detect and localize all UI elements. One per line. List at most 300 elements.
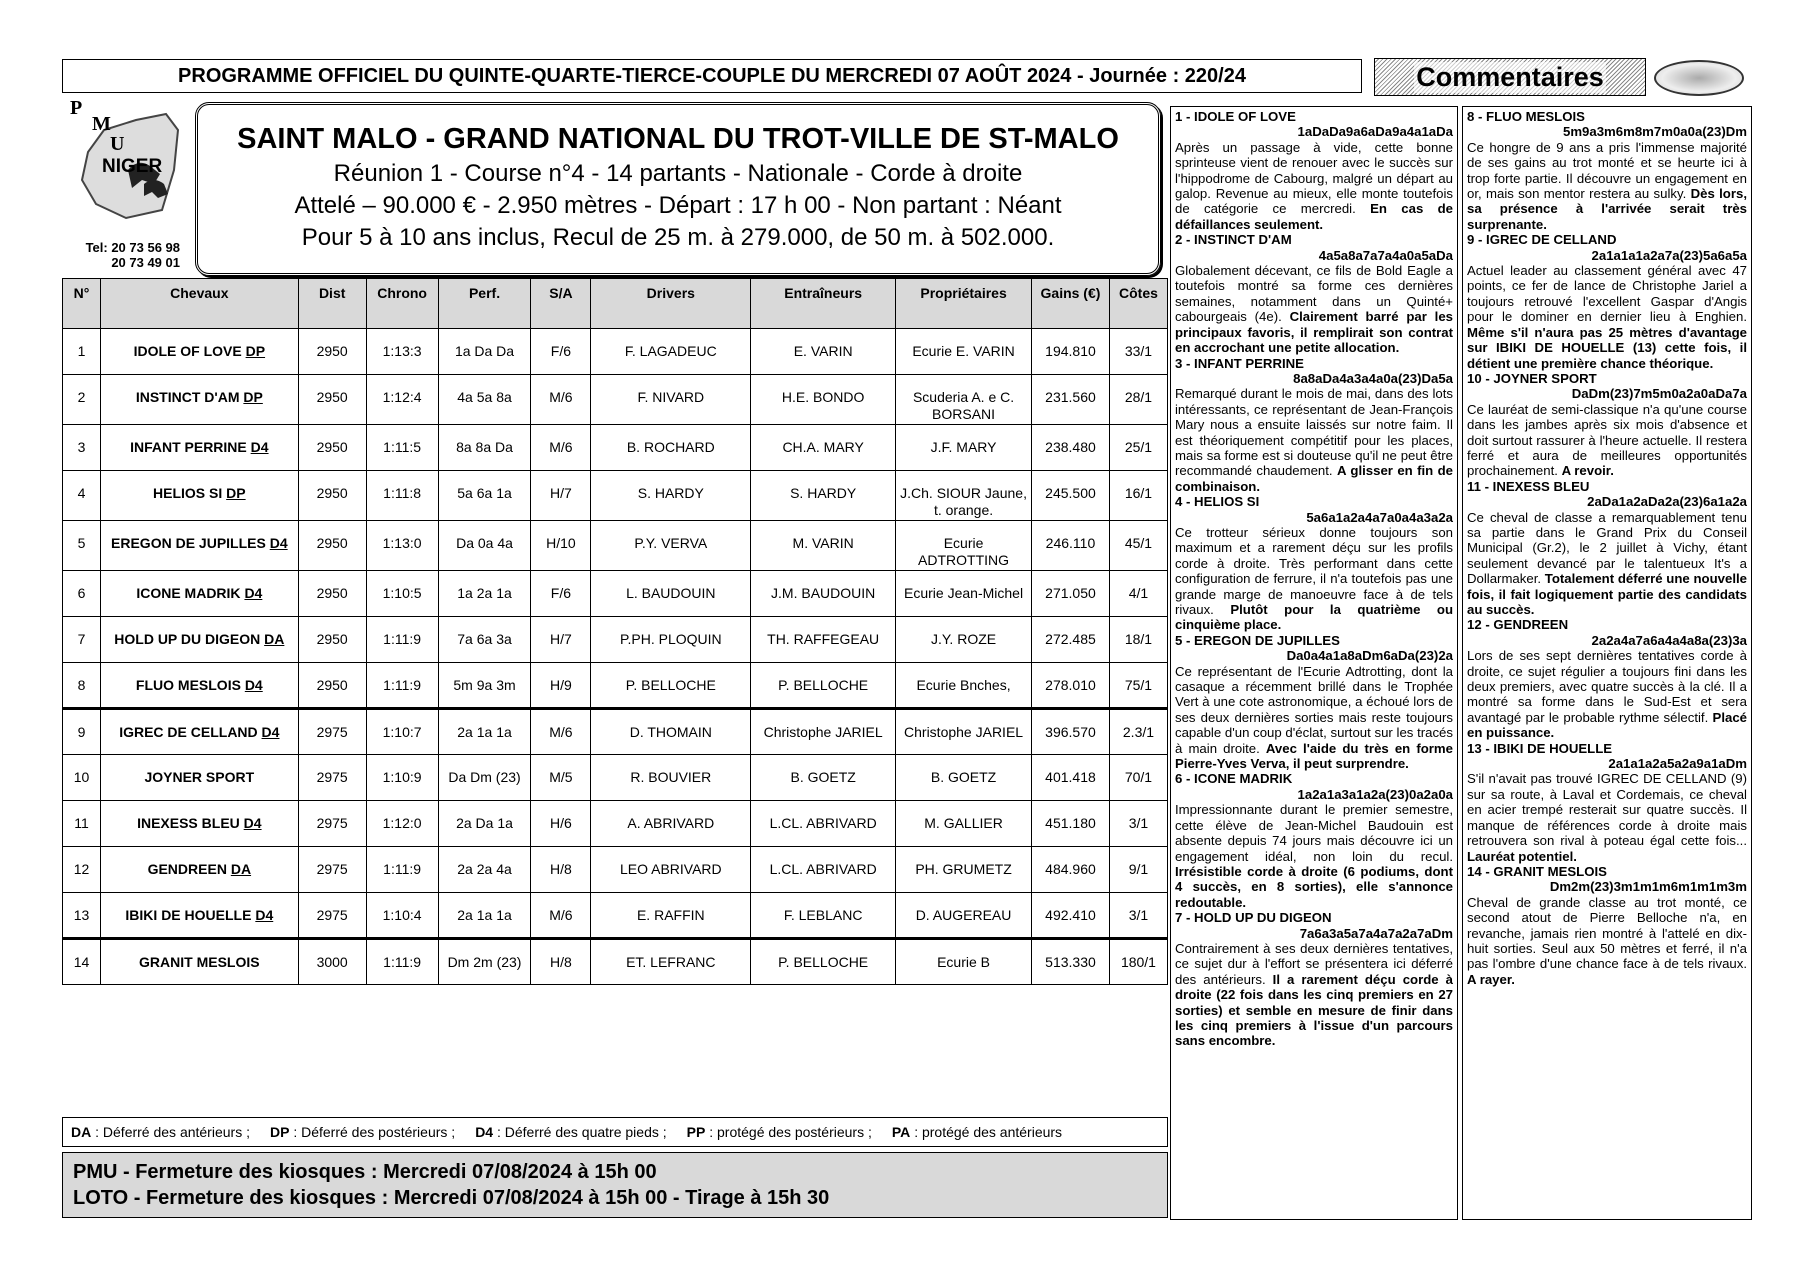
owner-cell: Ecurie ADTROTTING (896, 521, 1032, 571)
comment-verdict: Plutôt pour la quatrième ou cinquième place. (1175, 602, 1453, 633)
owner-cell: Ecurie E. VARIN (896, 329, 1032, 375)
table-row (63, 755, 1168, 801)
comment-text: Impressionnante durant le premier semestre, cette élève de Jean-Michel Baudouin est absente depuis 74 jours mais découvre ici un engagement idéal, non loin du recul. (1175, 802, 1453, 864)
sa-cell: H/8 (531, 939, 591, 985)
svg-text:P: P (70, 100, 83, 119)
horse-name-cell (100, 425, 298, 471)
table-row (63, 663, 1168, 709)
comment-paragraph (1467, 648, 1747, 740)
table-row (63, 847, 1168, 893)
owner-cell: J.Y. ROZE (896, 617, 1032, 663)
trainer-cell: B. GOETZ (751, 755, 896, 801)
owner-cell: M. GALLIER (896, 801, 1032, 847)
phone-numbers (66, 240, 180, 270)
comment-musique: 2a1a1a1a2a7a(23)5a6a5a (1591, 247, 1747, 263)
chrono-cell: 1:11:9 (366, 663, 438, 709)
comment-musique: DaDm(23)7m5m0a2a0aDa7a (1571, 386, 1747, 402)
cote-cell: 70/1 (1109, 755, 1167, 801)
trainer-cell: H.E. BONDO (751, 375, 896, 425)
comment-verdict: Totalement déferré une nouvelle fois, il fait logiquement partie des candidats au succès. (1467, 571, 1747, 617)
comment-text: Ce trotteur sérieux donne toujours son maximum et a rarement déçu sur les profils corde à droite. Très performant dans cette configuration de ferrure, il n'a toutefois pas une grande marge de manoeuvre face à de tels rivaux. (1175, 524, 1453, 617)
cote-cell: 3/1 (1109, 801, 1167, 847)
owner-cell: Christophe JARIEL (896, 709, 1032, 755)
column-header: Chrono (366, 279, 438, 329)
comments-column-2 (1462, 106, 1752, 1220)
shoeing-code: D4 (261, 724, 280, 740)
n-cell: 5 (63, 521, 101, 571)
n-cell: 8 (63, 663, 101, 709)
table-row (63, 571, 1168, 617)
perf-cell: 2a 2a 4a (438, 847, 531, 893)
cote-cell: 3/1 (1109, 893, 1167, 939)
comment-horse-title: 3 - INFANT PERRINE (1175, 355, 1304, 371)
driver-cell: P.Y. VERVA (591, 521, 751, 571)
n-cell: 2 (63, 375, 101, 425)
sa-cell: M/6 (531, 893, 591, 939)
dist-cell: 3000 (298, 939, 366, 985)
dist-cell: 2975 (298, 893, 366, 939)
horse-name-cell (100, 663, 298, 709)
comment-paragraph (1175, 802, 1453, 910)
shoeing-code: DP (226, 485, 246, 501)
trainer-cell: J.M. BAUDOUIN (751, 571, 896, 617)
comment-text: Après un passage à vide, cette bonne sprinteuse vient de renouer avec le succès sur l'hippodrome de Cabourg, malgré un départ au galop. Revenue au mieux, elle monte toutefois de catégorie ce mercredi. (1175, 139, 1453, 217)
perf-cell: 2a Da 1a (438, 801, 531, 847)
driver-cell: P.PH. PLOQUIN (591, 617, 751, 663)
perf-cell: 1a 2a 1a (438, 571, 531, 617)
n-cell: 11 (63, 801, 101, 847)
comment-verdict: Il a rarement déçu corde à droite (22 fois dans les cinq premiers en 27 sorties) et semble en mesure de finir dans les cinq premiers à l'issue d'un parcours sans encombre. (1175, 971, 1453, 1049)
gains-cell: 238.480 (1032, 425, 1110, 471)
comment-horse-title: 5 - EREGON DE JUPILLES (1175, 632, 1340, 648)
trainer-cell: F. LEBLANC (751, 893, 896, 939)
legend-item (475, 1124, 666, 1140)
horse-name-cell (100, 939, 298, 985)
cote-cell: 2.3/1 (1109, 709, 1167, 755)
horse-name: IGREC DE CELLAND (119, 724, 258, 740)
sa-cell: M/5 (531, 755, 591, 801)
sa-cell: M/6 (531, 709, 591, 755)
owner-cell: Scuderia A. e C. BORSANI (896, 375, 1032, 425)
comment-block (1467, 371, 1747, 479)
comment-block (1175, 771, 1453, 910)
comment-block (1467, 741, 1747, 864)
owner-cell: PH. GRUMETZ (896, 847, 1032, 893)
column-header: Gains (€) (1032, 279, 1110, 329)
trainer-cell: M. VARIN (751, 521, 896, 571)
dist-cell: 2950 (298, 375, 366, 425)
owner-cell: J.Ch. SIOUR Jaune, t. orange. (896, 471, 1032, 521)
cote-cell: 18/1 (1109, 617, 1167, 663)
perf-cell: 2a 1a 1a (438, 893, 531, 939)
driver-cell: P. BELLOCHE (591, 663, 751, 709)
horse-name: INFANT PERRINE (130, 439, 247, 455)
driver-cell: ET. LEFRANC (591, 939, 751, 985)
comment-musique: 7a6a3a5a7a4a7a2a7aDm (1299, 925, 1453, 941)
trainer-cell: Christophe JARIEL (751, 709, 896, 755)
chrono-cell: 1:10:4 (366, 893, 438, 939)
comment-block (1467, 109, 1747, 232)
horse-name: EREGON DE JUPILLES (111, 535, 266, 551)
comment-horse-title: 7 - HOLD UP DU DIGEON (1175, 910, 1332, 926)
cote-cell: 16/1 (1109, 471, 1167, 521)
gains-cell: 246.110 (1032, 521, 1110, 571)
comment-paragraph (1175, 941, 1453, 1049)
phone-2: 20 73 49 01 (111, 255, 180, 270)
chrono-cell: 1:12:0 (366, 801, 438, 847)
horse-name: FLUO MESLOIS (135, 677, 241, 693)
comment-verdict: A rayer. (1467, 971, 1515, 987)
comment-verdict: Lauréat potentiel. (1467, 848, 1577, 864)
comment-horse-title: 10 - JOYNER SPORT (1467, 370, 1597, 386)
horse-name: HOLD UP DU DIGEON (114, 631, 261, 647)
chrono-cell: 1:11:8 (366, 471, 438, 521)
comment-musique: 5a6a1a2a4a7a0a4a3a2a (1306, 509, 1453, 525)
legend-item (687, 1124, 872, 1140)
n-cell: 10 (63, 755, 101, 801)
driver-cell: A. ABRIVARD (591, 801, 751, 847)
horse-name: INEXESS BLEU (137, 815, 240, 831)
legend-item (270, 1124, 455, 1140)
comment-verdict: Même s'il n'aura pas 25 mètres d'avantage sur IBIKI DE HOUELLE (13) cette fois, il détient une première chance théorique. (1467, 324, 1747, 371)
comment-musique: 2aDa1a2aDa2a(23)6a1a2a (1587, 494, 1747, 510)
gains-cell: 231.560 (1032, 375, 1110, 425)
horse-name-cell (100, 471, 298, 521)
horse-name-cell (100, 893, 298, 939)
horse-name: IBIKI DE HOUELLE (125, 907, 252, 923)
chrono-cell: 1:13:0 (366, 521, 438, 571)
table-row (63, 425, 1168, 471)
horse-name-cell (100, 801, 298, 847)
gains-cell: 194.810 (1032, 329, 1110, 375)
table-row (63, 801, 1168, 847)
perf-cell: Da Dm (23) (438, 755, 531, 801)
n-cell: 14 (63, 939, 101, 985)
cote-cell: 33/1 (1109, 329, 1167, 375)
comment-text: Actuel leader au classement général avec 47 points, ce fer de lance de Christophe Jariel a toujours retrouvé l'excellent Gaspar d'Angis pour le dominer en dernier lieu à Enghien. (1467, 263, 1747, 325)
comment-horse-title: 9 - IGREC DE CELLAND (1467, 232, 1617, 248)
driver-cell: LEO ABRIVARD (591, 847, 751, 893)
shoeing-code: D4 (243, 815, 262, 831)
chrono-cell: 1:11:9 (366, 847, 438, 893)
table-header-row (63, 279, 1168, 329)
comment-musique: Da0a4a1a8aDm6aDa(23)2a (1286, 648, 1453, 664)
shoeing-code: D4 (244, 677, 263, 693)
phone-1: Tel: 20 73 56 98 (85, 240, 180, 255)
legend-code: DP (269, 1124, 290, 1140)
closing-info (62, 1152, 1168, 1218)
gains-cell: 396.570 (1032, 709, 1110, 755)
shoeing-code: DA (264, 631, 285, 647)
legend-text: : Déferré des antérieurs ; (95, 1124, 250, 1140)
comment-musique: 8a8aDa4a3a4a0a(23)Da5a (1293, 370, 1453, 386)
perf-cell: 5a 6a 1a (438, 471, 531, 521)
comment-text: Ce hongre de 9 ans a pris l'immense majorité de ses gains au trot monté et se heurte ici à trop forte partie. Il découvre un engagement en or, mais son mentor restera au sulky. (1467, 139, 1747, 202)
shoeing-code: DP (245, 343, 266, 359)
comment-text: Ce lauréat de semi-classique n'a qu'une course dans les jambes après six mois d'absence et doit surtout rassurer à l'heure actuelle. Il restera ferré et aura de meilleures opportunités prochainement. (1467, 401, 1747, 479)
pmu-niger-logo (66, 100, 186, 238)
comment-verdict: A revoir. (1561, 463, 1614, 479)
dist-cell: 2950 (298, 471, 366, 521)
n-cell: 7 (63, 617, 101, 663)
sa-cell: H/7 (531, 617, 591, 663)
legend-text: : protégé des antérieurs (914, 1124, 1063, 1140)
comment-verdict: En cas de défaillances seulement. (1175, 201, 1453, 232)
cote-cell: 75/1 (1109, 663, 1167, 709)
race-line-3: Pour 5 à 10 ans inclus, Recul de 25 m. à 279.000, de 50 m. à 502.000. (301, 224, 1055, 251)
driver-cell: S. HARDY (591, 471, 751, 521)
comment-musique: 2a2a4a7a6a4a4a8a(23)3a (1591, 632, 1747, 648)
comment-paragraph (1175, 263, 1453, 355)
sa-cell: F/6 (531, 571, 591, 617)
sa-cell: H/10 (531, 521, 591, 571)
sa-cell: H/6 (531, 801, 591, 847)
comment-text: Ce cheval de classe a remarquablement tenu sa partie dans le Grand Prix du Conseil Municipal (Gr.2), le 2 juillet à Vichy, étant seulement devancé par le talentueux It's a Dollarmaker. (1467, 509, 1747, 587)
gains-cell: 513.330 (1032, 939, 1110, 985)
comment-musique: 1a2a1a3a1a2a(23)0a2a0a (1297, 786, 1453, 802)
table-row (63, 375, 1168, 425)
gains-cell: 401.418 (1032, 755, 1110, 801)
column-header: Entraîneurs (751, 279, 896, 329)
perf-cell: Dm 2m (23) (438, 939, 531, 985)
perf-cell: 8a 8a Da (438, 425, 531, 471)
trainer-cell: TH. RAFFEGEAU (751, 617, 896, 663)
comment-verdict: Placé en puissance. (1467, 709, 1747, 741)
column-header: Perf. (438, 279, 531, 329)
cote-cell: 4/1 (1109, 571, 1167, 617)
commentaires-title: Commentaires (1416, 61, 1604, 92)
table-row (63, 939, 1168, 985)
comment-text: Lors de ses sept dernières tentatives corde à droite, ce sujet régulier a toujours fini dans les deux premiers, avec quatre succès à la clé. Il a montré sa forme dans le Sud-Est et sera avantagé par le probable rythme sélectif. (1467, 648, 1747, 725)
gains-cell: 484.960 (1032, 847, 1110, 893)
dist-cell: 2950 (298, 663, 366, 709)
sa-cell: H/7 (531, 471, 591, 521)
column-header: Dist (298, 279, 366, 329)
comment-text: Cheval de grande classe au trot monté, ce second atout de Pierre Belloche n'a, en revanche, jamais rien montré à l'attelé en dix-huit sorties. Seul aux 50 mètres et ferré, il n'a pas l'ombre d'une chance face à de tels rivaux. (1467, 894, 1747, 972)
sa-cell: H/9 (531, 663, 591, 709)
comment-block (1175, 494, 1453, 633)
driver-cell: L. BAUDOUIN (591, 571, 751, 617)
dist-cell: 2975 (298, 709, 366, 755)
comment-horse-title: 8 - FLUO MESLOIS (1467, 109, 1585, 124)
cote-cell: 28/1 (1109, 375, 1167, 425)
dist-cell: 2950 (298, 617, 366, 663)
driver-cell: R. BOUVIER (591, 755, 751, 801)
cote-cell: 9/1 (1109, 847, 1167, 893)
column-header: Chevaux (100, 279, 298, 329)
chrono-cell: 1:11:9 (366, 617, 438, 663)
comment-block (1175, 109, 1453, 232)
sa-cell: F/6 (531, 329, 591, 375)
n-cell: 6 (63, 571, 101, 617)
n-cell: 13 (63, 893, 101, 939)
gains-cell: 451.180 (1032, 801, 1110, 847)
comment-text: Globalement décevant, ce fils de Bold Eagle a toutefois montré sa forme ces dernières semaines, notamment dans un Quinté+ cabourgeais (4e). (1175, 263, 1453, 325)
comment-horse-title: 14 - GRANIT MESLOIS (1467, 863, 1607, 879)
n-cell: 9 (63, 709, 101, 755)
dist-cell: 2975 (298, 801, 366, 847)
legend-code: DA (71, 1124, 92, 1140)
legend-text: : Déferré des postérieurs ; (293, 1124, 456, 1140)
comment-paragraph (1175, 525, 1453, 633)
gains-cell: 245.500 (1032, 471, 1110, 521)
chrono-cell: 1:12:4 (366, 375, 438, 425)
horse-name: ICONE MADRIK (136, 585, 241, 601)
comment-text: Remarqué durant le mois de mai, dans des lots intéressants, ce représentant de Jean-François Mary nous a ensuite laissés sur notre faim. Il est théoriquement compétitif pour les places, mais sa forme est si douteuse qu'il ne peut être recommandé chaudement. (1175, 386, 1453, 479)
horse-name-cell (100, 329, 298, 375)
legend-item (892, 1124, 1062, 1140)
comment-verdict: Irrésistible corde à droite (6 podiums, dont 4 succès, en 8 sorties), elle s'annonce redoutable. (1175, 863, 1453, 910)
chrono-cell: 1:11:5 (366, 425, 438, 471)
driver-cell: D. THOMAIN (591, 709, 751, 755)
owner-cell: B. GOETZ (896, 755, 1032, 801)
svg-text:NIGER: NIGER (102, 156, 163, 177)
comment-verdict: Dès lors, sa présence à l'arrivée serait très surprenante. (1467, 186, 1747, 232)
comment-block (1467, 864, 1747, 987)
trainer-cell: P. BELLOCHE (751, 939, 896, 985)
comment-paragraph (1175, 140, 1453, 232)
comment-verdict: Clairement barré par les principaux favoris, il remplirait son contrat en accrochant une petite allocation. (1175, 309, 1453, 356)
comment-horse-title: 13 - IBIKI DE HOUELLE (1467, 740, 1613, 756)
race-line-2: Attelé – 90.000 € - 2.950 mètres - Départ : 17 h 00 - Non partant : Néant (294, 192, 1062, 219)
column-header: Côtes (1109, 279, 1167, 329)
owner-cell: Ecurie Jean-Michel (896, 571, 1032, 617)
gains-cell: 271.050 (1032, 571, 1110, 617)
comment-block (1467, 617, 1747, 740)
horse-name: JOYNER SPORT (144, 769, 255, 785)
comment-musique: 4a5a8a7a7a4a0a5aDa (1318, 247, 1453, 263)
comment-horse-title: 12 - GENDREEN (1467, 617, 1569, 633)
horse-name: HELIOS SI (153, 485, 223, 501)
gains-cell: 278.010 (1032, 663, 1110, 709)
shoeing-code: D4 (250, 439, 269, 455)
chrono-cell: 1:10:9 (366, 755, 438, 801)
trainer-cell: CH.A. MARY (751, 425, 896, 471)
legend-code: D4 (475, 1124, 494, 1140)
dist-cell: 2950 (298, 425, 366, 471)
page-title: PROGRAMME OFFICIEL DU QUINTE-QUARTE-TIERCE-COUPLE DU MERCREDI 07 AOÛT 2024 - Journée : 220/24 (62, 59, 1362, 93)
table-row (63, 893, 1168, 939)
chrono-cell: 1:11:9 (366, 939, 438, 985)
comment-musique: 5m9a3m6m8m7m0a0a(23)Dm (1562, 124, 1747, 140)
perf-cell: 1a Da Da (438, 329, 531, 375)
driver-cell: B. ROCHARD (591, 425, 751, 471)
comment-paragraph (1175, 386, 1453, 494)
comment-paragraph (1467, 263, 1747, 371)
table-row (63, 709, 1168, 755)
trainer-cell: L.CL. ABRIVARD (751, 847, 896, 893)
legend-item (71, 1124, 250, 1140)
comment-horse-title: 1 - IDOLE OF LOVE (1175, 109, 1296, 124)
svg-text:M: M (92, 113, 111, 135)
commentaires-banner (1374, 58, 1646, 96)
comment-block (1175, 633, 1453, 772)
table-row (63, 329, 1168, 375)
sa-cell: M/6 (531, 375, 591, 425)
dist-cell: 2975 (298, 755, 366, 801)
comment-text: Ce représentant de l'Ecurie Adtrotting, dont la casaque a récemment brillé dans le Trophée Vert à une cote astronomique, a échoué lors de ses deux dernières sorties mais reste toujours capable d'un coup d'éclat, surtout sur les tracés à main droite. (1175, 663, 1453, 756)
column-header: S/A (531, 279, 591, 329)
comment-musique: 1aDaDa9a6aDa9a4a1aDa (1297, 124, 1453, 140)
legend-text: : protégé des postérieurs ; (709, 1124, 872, 1140)
legend-code: PA (891, 1124, 911, 1140)
gains-cell: 492.410 (1032, 893, 1110, 939)
horse-name-cell (100, 375, 298, 425)
trainer-cell: S. HARDY (751, 471, 896, 521)
comment-paragraph (1467, 402, 1747, 479)
comments-column-1 (1170, 106, 1458, 1220)
dist-cell: 2950 (298, 571, 366, 617)
niger-map-icon (66, 100, 186, 238)
n-cell: 3 (63, 425, 101, 471)
cote-cell: 180/1 (1109, 939, 1167, 985)
owner-cell: D. AUGEREAU (896, 893, 1032, 939)
cote-cell: 45/1 (1109, 521, 1167, 571)
comment-horse-title: 6 - ICONE MADRIK (1175, 771, 1293, 787)
owner-cell: J.F. MARY (896, 425, 1032, 471)
race-title: SAINT MALO - GRAND NATIONAL DU TROT-VILLE DE ST-MALO (237, 123, 1119, 155)
perf-cell: 2a 1a 1a (438, 709, 531, 755)
horse-name-cell (100, 571, 298, 617)
comment-paragraph (1467, 140, 1747, 232)
chrono-cell: 1:10:7 (366, 709, 438, 755)
loto-closing: LOTO - Fermeture des kiosques : Mercredi 07/08/2024 à 15h 00 - Tirage à 15h 30 (73, 1187, 830, 1209)
horse-name-cell (100, 755, 298, 801)
comment-block (1467, 479, 1747, 618)
table-row (63, 617, 1168, 663)
column-header: Propriétaires (896, 279, 1032, 329)
shoeing-code: D4 (269, 535, 288, 551)
column-header: Drivers (591, 279, 751, 329)
column-header: N° (63, 279, 101, 329)
horse-name: INSTINCT D'AM (135, 389, 240, 405)
comment-musique: 2a1a1a2a5a2a9a1aDm (1608, 756, 1747, 772)
shoeing-code: DP (243, 389, 263, 405)
driver-cell: F. NIVARD (591, 375, 751, 425)
horse-name-cell (100, 709, 298, 755)
horse-name: GENDREEN (147, 861, 227, 877)
comment-block (1175, 910, 1453, 1049)
driver-cell: F. LAGADEUC (591, 329, 751, 375)
horse-name-cell (100, 847, 298, 893)
horse-name: IDOLE OF LOVE (133, 343, 242, 359)
n-cell: 4 (63, 471, 101, 521)
dist-cell: 2950 (298, 329, 366, 375)
perf-cell: Da 0a 4a (438, 521, 531, 571)
pmu-closing: PMU - Fermeture des kiosques : Mercredi 07/08/2024 à 15h 00 (73, 1161, 657, 1183)
n-cell: 12 (63, 847, 101, 893)
race-line-1: Réunion 1 - Course n°4 - 14 partants - Nationale - Corde à droite (333, 160, 1023, 187)
comment-block (1467, 232, 1747, 371)
comment-horse-title: 4 - HELIOS SI (1175, 494, 1260, 510)
comment-horse-title: 2 - INSTINCT D'AM (1175, 232, 1292, 248)
shoeing-code: D4 (244, 585, 263, 601)
table-row (63, 471, 1168, 521)
horse-name: GRANIT MESLOIS (139, 954, 260, 970)
horse-name-cell (100, 521, 298, 571)
brand-oval-logo (1654, 60, 1744, 96)
comment-verdict: Avec l'aide du très en forme Pierre-Yves Verva, il peut surprendre. (1175, 740, 1453, 772)
legend-code: PP (686, 1124, 706, 1140)
sa-cell: M/6 (531, 425, 591, 471)
comment-musique: Dm2m(23)3m1m1m6m1m1m3m (1549, 879, 1747, 895)
horse-name-cell (100, 617, 298, 663)
gains-cell: 272.485 (1032, 617, 1110, 663)
dist-cell: 2950 (298, 521, 366, 571)
comment-text: S'il n'avait pas trouvé IGREC DE CELLAND (9) sur sa route, à Laval et Cordemais, ce cheval en acier trempé resterait sur quatre succès. Il manque de références corde à droite mais retrouvera son rival à poteau égal cette fois... (1467, 771, 1747, 849)
sa-cell: H/8 (531, 847, 591, 893)
trainer-cell: E. VARIN (751, 329, 896, 375)
